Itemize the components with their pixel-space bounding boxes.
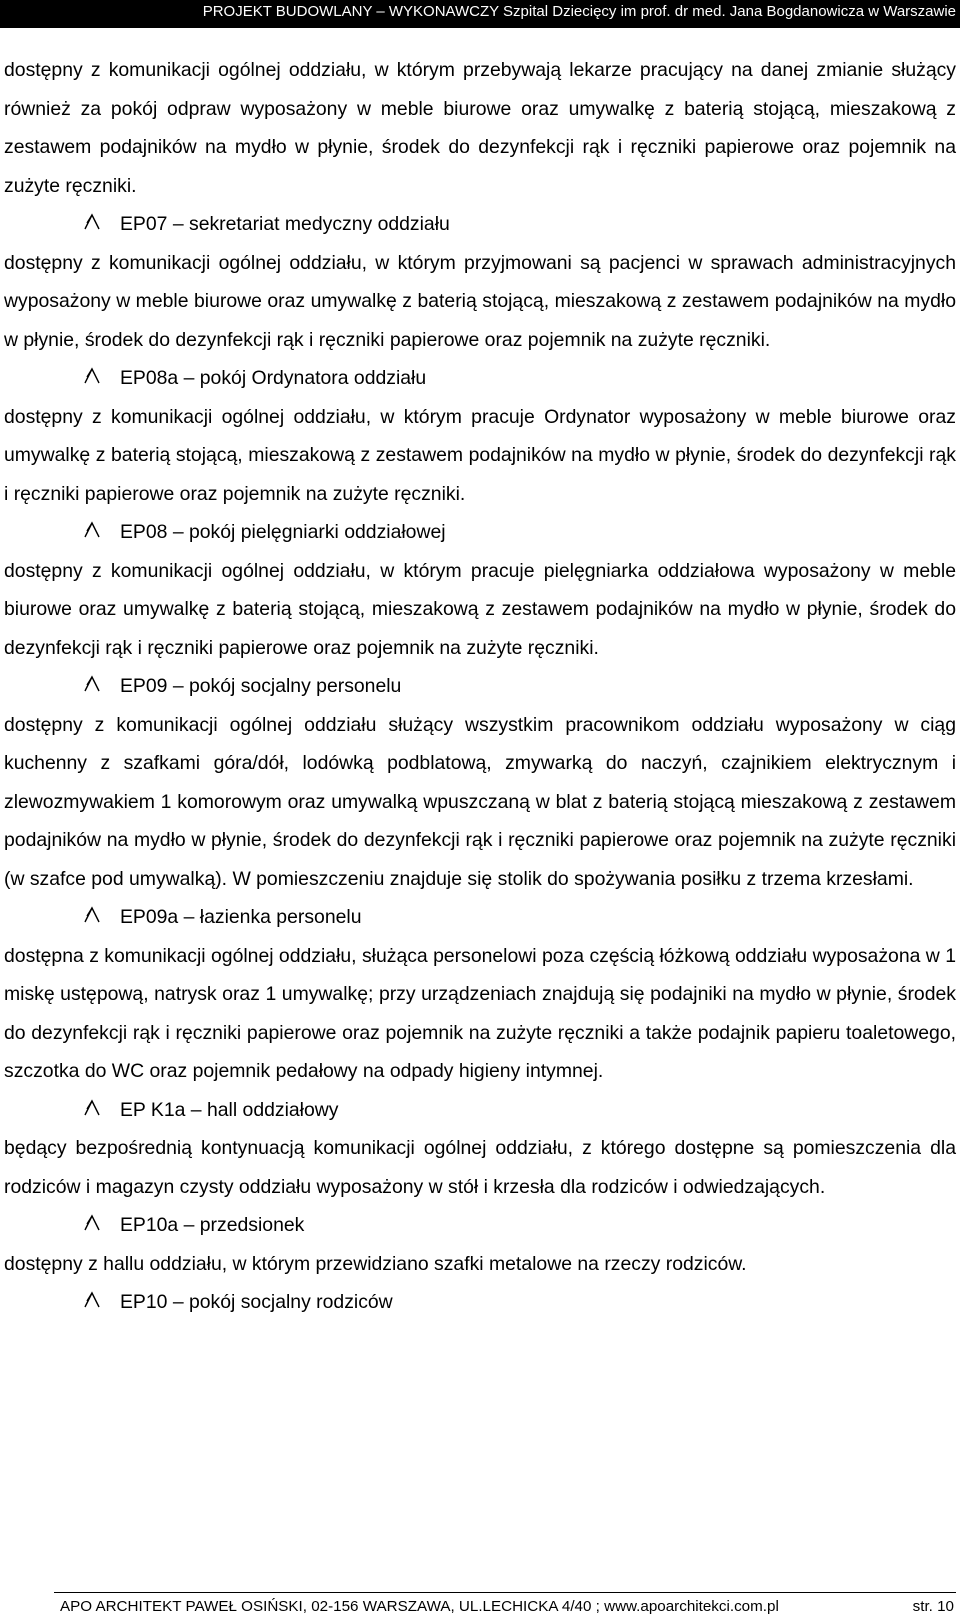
section-ep10a [4, 1206, 956, 1283]
bullet-icon [82, 212, 102, 232]
bullet-icon [82, 674, 102, 694]
section-body: dostępna z komunikacji ogólnej oddziału, służąca personelowi poza częścią łóżkową oddziału wyposażona w 1 miskę ustępową, natrysk oraz 1 umywalkę; przy urządzeniach znajdują się podajniki na mydło w płynie, środek do dezynfekcji rąk i ręczniki papierowe oraz pojemnik na zużyte ręczniki a także podajnik papieru toaletowego, szczotka do WC oraz pojemnik pedałowy na odpady higieny intymnej. [4, 944, 956, 1082]
bullet-icon [82, 1213, 102, 1233]
section-ep07 [4, 205, 956, 359]
section-heading [4, 1091, 956, 1130]
footer-divider [54, 1592, 956, 1593]
bullet-icon [82, 905, 102, 925]
document-body [4, 51, 956, 1322]
footer-address: APO ARCHITEKT PAWEŁ OSIŃSKI, 02-156 WARSZAWA, UL.LECHICKA 4/40 ; www.apoarchitekci.com.pl [60, 1598, 779, 1615]
bullet-icon [82, 1290, 102, 1310]
section-title: EP09 – pokój socjalny personelu [120, 675, 402, 697]
section-heading [4, 898, 956, 937]
section-title: EP10 – pokój socjalny rodziców [120, 1291, 393, 1313]
section-ep10 [4, 1283, 956, 1322]
section-title: EP10a – przedsionek [120, 1214, 305, 1236]
header-title: PROJEKT BUDOWLANY – WYKONAWCZY Szpital Dziecięcy im prof. dr med. Jana Bogdanowicza w Warszawie [202, 3, 956, 20]
section-title: EP07 – sekretariat medyczny oddziału [120, 213, 450, 235]
section-heading [4, 513, 956, 552]
section-body: dostępny z komunikacji ogólnej oddziału, w którym przyjmowani są pacjenci w sprawach administracyjnych wyposażony w meble biurowe oraz umywalkę z baterią stojącą, mieszakową z zestawem podajników na mydło w płynie, środek do dezynfekcji rąk i ręczniki papierowe oraz pojemnik na zużyte ręczniki. [4, 251, 956, 351]
section-heading [4, 359, 956, 398]
section-ep08a [4, 359, 956, 513]
bullet-icon [82, 520, 102, 540]
section-body: dostępny z komunikacji ogólnej oddziału służący wszystkim pracownikom oddziału wyposażony w ciąg kuchenny z szafkami góra/dół, lodówką podblatową, zmywarką do naczyń, czajnikiem elektrycznym i zlewozmywakiem 1 komorowym oraz umywalką wpuszczaną w blat z baterią stojącą mieszakową z zestawem podajników na mydło w płynie, środek do dezynfekcji rąk i ręczniki papierowe oraz pojemnik na zużyte ręczniki (w szafce pod umywalką). W pomieszczeniu znajduje się stolik do spożywania posiłku z trzema krzesłami. [4, 713, 956, 890]
section-ep09a [4, 898, 956, 1091]
bullet-icon [82, 366, 102, 386]
section-title: EP08a – pokój Ordynatora oddziału [120, 367, 427, 389]
section-title: EP08 – pokój pielęgniarki oddziałowej [120, 521, 446, 543]
section-body: dostępny z komunikacji ogólnej oddziału, w którym pracuje Ordynator wyposażony w meble biurowe oraz umywalkę z baterią stojącą, mieszakową z zestawem podajników na mydło w płynie, środek do dezynfekcji rąk i ręczniki papierowe oraz pojemnik na zużyte ręczniki. [4, 405, 956, 505]
page-number: str. 10 [912, 1598, 954, 1615]
section-title: EP09a – łazienka personelu [120, 906, 362, 928]
intro-paragraph: dostępny z komunikacji ogólnej oddziału, w którym przebywają lekarze pracujący na danej zmianie służący również za pokój odpraw wyposażony w meble biurowe oraz umywalkę z baterią stojącą, mieszakową z zestawem podajników na mydło w płynie, środek do dezynfekcji rąk i ręczniki papierowe oraz pojemnik na zużyte ręczniki. [4, 59, 956, 197]
section-ep09 [4, 667, 956, 898]
bullet-icon [82, 1098, 102, 1118]
section-heading [4, 667, 956, 706]
section-heading [4, 1283, 956, 1322]
section-body: dostępny z komunikacji ogólnej oddziału, w którym pracuje pielęgniarka oddziałowa wyposażony w meble biurowe oraz umywalkę z baterią stojącą, mieszakową z zestawem podajników na mydło w płynie, środek do dezynfekcji rąk i ręczniki papierowe oraz pojemnik na zużyte ręczniki. [4, 559, 956, 659]
section-heading [4, 1206, 956, 1245]
section-body: dostępny z hallu oddziału, w którym przewidziano szafki metalowe na rzeczy rodziców. [4, 1252, 747, 1275]
page-header [0, 0, 960, 28]
section-ep08 [4, 513, 956, 667]
section-epk1a [4, 1091, 956, 1207]
section-body: będący bezpośrednią kontynuacją komunikacji ogólnej oddziału, z którego dostępne są pomieszczenia dla rodziców i magazyn czysty oddziału wyposażony w stół i krzesła dla rodziców i odwiedzających. [4, 1137, 956, 1198]
section-heading [4, 205, 956, 244]
section-title: EP K1a – hall oddziałowy [120, 1098, 339, 1121]
